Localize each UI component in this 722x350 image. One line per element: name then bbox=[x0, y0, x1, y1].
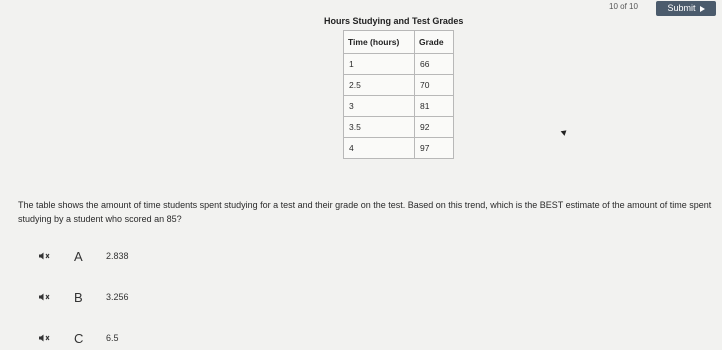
question-progress: 10 of 10 bbox=[609, 2, 638, 11]
option-value: 3.256 bbox=[106, 292, 129, 302]
submit-label: Submit bbox=[667, 3, 696, 13]
option-value: 2.838 bbox=[106, 251, 129, 261]
data-table bbox=[343, 30, 454, 159]
cell-time: 3.5 bbox=[344, 117, 415, 138]
option-letter: B bbox=[74, 289, 83, 305]
cell-time: 1 bbox=[344, 54, 415, 75]
cell-time: 2.5 bbox=[344, 75, 415, 96]
speaker-mute-icon[interactable] bbox=[38, 332, 52, 344]
cell-grade: 92 bbox=[415, 117, 454, 138]
cell-time: 4 bbox=[344, 138, 415, 159]
table-row bbox=[344, 138, 454, 159]
question-text: The table shows the amount of time students spent studying for a test and their grade on the test. Based on this trend, which is the BEST estimate of the amount of time spent studying by a student who scored an 85? bbox=[18, 200, 712, 224]
play-arrow-icon bbox=[700, 6, 705, 12]
table-row bbox=[344, 75, 454, 96]
cell-time: 3 bbox=[344, 96, 415, 117]
cell-grade: 81 bbox=[415, 96, 454, 117]
option-a[interactable] bbox=[38, 246, 129, 266]
cell-grade: 66 bbox=[415, 54, 454, 75]
submit-button[interactable] bbox=[656, 1, 716, 16]
option-c[interactable] bbox=[38, 328, 119, 348]
cell-grade: 97 bbox=[415, 138, 454, 159]
cell-grade: 70 bbox=[415, 75, 454, 96]
table-row bbox=[344, 117, 454, 138]
table-row bbox=[344, 96, 454, 117]
speaker-mute-icon[interactable] bbox=[38, 250, 52, 262]
column-header-time: Time (hours) bbox=[344, 31, 415, 54]
mouse-cursor-icon bbox=[561, 128, 569, 136]
option-letter: A bbox=[74, 248, 83, 264]
option-letter: C bbox=[74, 330, 84, 346]
option-value: 6.5 bbox=[106, 333, 119, 343]
option-b[interactable] bbox=[38, 287, 129, 307]
table-header-row bbox=[344, 31, 454, 54]
table-row bbox=[344, 54, 454, 75]
speaker-mute-icon[interactable] bbox=[38, 291, 52, 303]
column-header-grade: Grade bbox=[415, 31, 454, 54]
table-title: Hours Studying and Test Grades bbox=[324, 16, 464, 26]
